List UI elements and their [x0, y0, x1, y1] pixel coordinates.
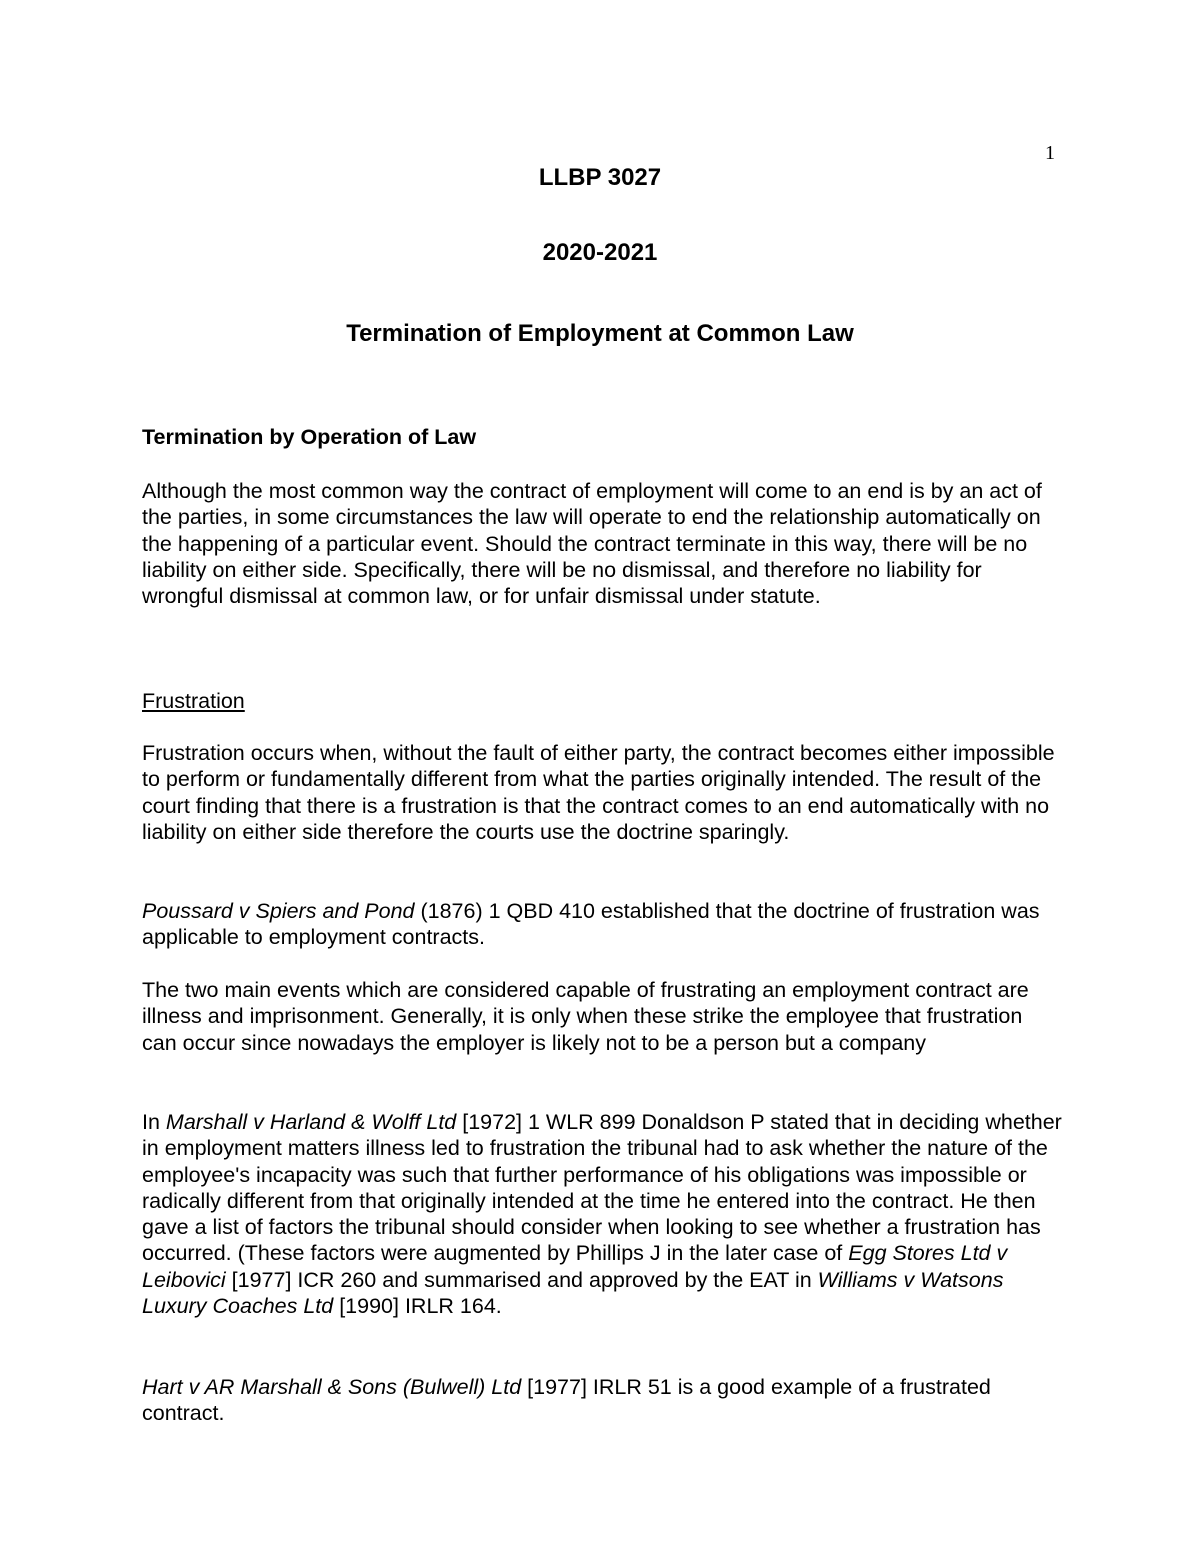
marshall-text-2: [1977] ICR 260 and summarised and approved by the EAT in — [225, 1267, 818, 1292]
case-name-hart: Hart v AR Marshall & Sons (Bulwell) Ltd — [142, 1375, 522, 1399]
marshall-text-3: [1990] IRLR 164. — [333, 1294, 502, 1319]
two-events-paragraph: The two main events which are considered capable of frustrating an employment contract are illness and imprisonment. Generally, it is only when these strike the employee that frustration can occur since nowadays the employer is likely not to be a person but a company — [142, 978, 1029, 1055]
document-title: Termination of Employment at Common Law — [346, 320, 854, 347]
case-name-marshall: Marshall v Harland & Wolff Ltd — [165, 1110, 457, 1134]
frustration-heading: Frustration — [142, 689, 245, 713]
marshall-prefix: In — [142, 1110, 166, 1134]
poussard-text: (1876) 1 QBD 410 established that the doctrine of frustration was applicable to employment contracts. — [142, 899, 1040, 950]
marshall-paragraph — [142, 1109, 1062, 1319]
academic-year: 2020-2021 — [542, 239, 658, 266]
case-name-poussard: Poussard v Spiers and Pond — [142, 899, 415, 923]
intro-paragraph: Although the most common way the contract of employment will come to an end is by an act of the parties, in some circumstances the law will operate to end the relationship automatically on the happening of a particular event. Should the contract terminate in this way, there will be no liability on either side. Specifically, there will be no dismissal, and therefore no liability for wrongful dismissal at common law, or for unfair dismissal under statute. — [142, 479, 1042, 609]
page-number: 1 — [1045, 142, 1055, 164]
hart-paragraph — [142, 1374, 1062, 1427]
case-name-egg-stores: Egg Stores Ltd v Leibovici — [142, 1241, 1008, 1292]
frustration-paragraph: Frustration occurs when, without the fault of either party, the contract becomes either impossible to perform or fundamentally different from what the parties originally intended. The result of the court finding that there is a frustration is that the contract comes to an end automatically with no liability on either side therefore the courts use the doctrine sparingly. — [142, 741, 1055, 844]
section-heading: Termination by Operation of Law — [142, 425, 477, 449]
case-name-williams: Williams v Watsons Luxury Coaches Ltd — [142, 1267, 1004, 1319]
course-code: LLBP 3027 — [538, 164, 662, 191]
poussard-paragraph — [142, 898, 1062, 951]
hart-text: [1977] IRLR 51 is a good example of a frustrated contract. — [142, 1375, 991, 1426]
marshall-text-1: [1972] 1 WLR 899 Donaldson P stated that in deciding whether in employment matters illness led to frustration the tribunal had to ask whether the nature of the employee's incapacity was such that further performance of his obligations was impossible or radically different from that originally intended at the time he entered into the contract. He then gave a list of factors the tribunal should consider when looking to see whether a frustration has occurred. (These factors were augmented by Phillips J in the later case of — [142, 1110, 1062, 1266]
